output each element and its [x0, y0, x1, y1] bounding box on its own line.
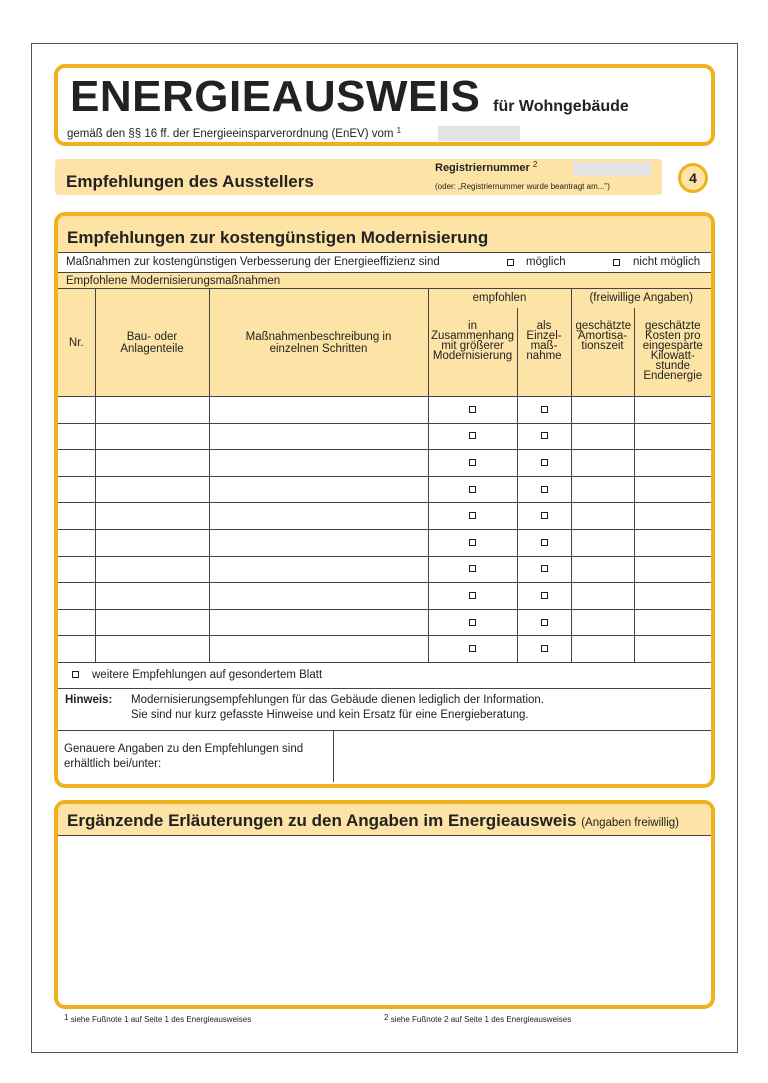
section-title: Empfehlungen des Ausstellers [66, 172, 314, 191]
table-row [58, 503, 711, 530]
registration-note: (oder: „Registriernummer wurde beantragt am...") [435, 182, 610, 191]
combined-checkbox-cell[interactable] [428, 583, 517, 610]
parts-cell[interactable] [95, 636, 209, 663]
possible-checkbox[interactable] [507, 259, 514, 266]
single-checkbox-cell[interactable] [517, 556, 571, 583]
cost-cell[interactable] [634, 397, 711, 424]
parts-cell[interactable] [95, 423, 209, 450]
combined-checkbox[interactable] [469, 592, 476, 599]
cost-cell[interactable] [634, 636, 711, 663]
table-row [58, 397, 711, 424]
group-optional-header: (freiwillige Angaben) [571, 289, 711, 308]
parts-cell[interactable] [95, 583, 209, 610]
cost-cell[interactable] [634, 476, 711, 503]
single-checkbox-cell[interactable] [517, 583, 571, 610]
table-row [58, 556, 711, 583]
details-divider [333, 731, 334, 782]
footnote-ref-2: 2 [532, 160, 538, 169]
note-label: Hinweis: [65, 694, 113, 706]
parts-cell[interactable] [95, 476, 209, 503]
header-box [54, 64, 715, 146]
amortisation-cell[interactable] [571, 609, 634, 636]
combined-checkbox-cell[interactable] [428, 397, 517, 424]
single-checkbox[interactable] [541, 565, 548, 572]
single-checkbox[interactable] [541, 619, 548, 626]
description-cell[interactable] [209, 450, 428, 477]
supplementary-text-area[interactable] [58, 836, 711, 1005]
description-cell[interactable] [209, 423, 428, 450]
title-main: ENERGIEAUSWEIS [70, 72, 481, 121]
cost-cell[interactable] [634, 423, 711, 450]
amortisation-cell[interactable] [571, 529, 634, 556]
combined-checkbox-cell[interactable] [428, 529, 517, 556]
table-row [58, 609, 711, 636]
nr-cell[interactable] [58, 423, 95, 450]
more-recommendations-checkbox[interactable] [72, 671, 79, 678]
amortisation-cell[interactable] [571, 397, 634, 424]
combined-checkbox[interactable] [469, 565, 476, 572]
single-checkbox-cell[interactable] [517, 450, 571, 477]
measures-table [58, 288, 711, 689]
more-recommendations-label: weitere Empfehlungen auf gesondertem Blatt [92, 669, 323, 682]
combined-checkbox[interactable] [469, 459, 476, 466]
supplementary-note: (Angaben freiwillig) [581, 817, 680, 829]
col-single-header: als Einzel-maß-nahme [517, 308, 571, 397]
note-line-1: Modernisierungsempfehlungen für das Gebäude dienen lediglich der Information. [131, 694, 544, 706]
single-checkbox[interactable] [541, 645, 548, 652]
single-checkbox[interactable] [541, 406, 548, 413]
note-block [58, 692, 711, 731]
details-input[interactable] [335, 733, 707, 780]
amortisation-cell[interactable] [571, 583, 634, 610]
combined-checkbox[interactable] [469, 645, 476, 652]
description-cell[interactable] [209, 609, 428, 636]
nr-cell[interactable] [58, 609, 95, 636]
combined-checkbox-cell[interactable] [428, 450, 517, 477]
note-line-2: Sie sind nur kurz gefasste Hinweise und kein Ersatz für eine Energieberatung. [131, 709, 529, 721]
table-row [58, 529, 711, 556]
footnote-2: 2 siehe Fußnote 2 auf Seite 1 des Energieausweises [384, 1013, 572, 1024]
not-possible-checkbox[interactable] [613, 259, 620, 266]
combined-checkbox-cell[interactable] [428, 503, 517, 530]
combined-checkbox[interactable] [469, 486, 476, 493]
nr-cell[interactable] [58, 636, 95, 663]
single-checkbox-cell[interactable] [517, 529, 571, 556]
measures-text: Maßnahmen zur kostengünstigen Verbesserung der Energieeffizienz sind [66, 256, 440, 268]
parts-cell[interactable] [95, 529, 209, 556]
details-label: Genauere Angaben zu den Empfehlungen sind erhältlich bei/unter: [64, 743, 304, 770]
description-cell[interactable] [209, 583, 428, 610]
group-recommended-header: empfohlen [428, 289, 571, 308]
parts-cell[interactable] [95, 450, 209, 477]
amortisation-cell[interactable] [571, 423, 634, 450]
nr-cell[interactable] [58, 450, 95, 477]
col-nr-header: Nr. [58, 289, 95, 397]
description-cell[interactable] [209, 397, 428, 424]
nr-cell[interactable] [58, 476, 95, 503]
document-subtitle: gemäß den §§ 16 ff. der Energieeinsparverordnung (EnEV) vom $^1$ [67, 126, 402, 140]
single-checkbox[interactable] [541, 539, 548, 546]
amortisation-cell[interactable] [571, 476, 634, 503]
modernisation-title: Empfehlungen zur kostengünstigen Modernisierung [67, 228, 489, 247]
combined-checkbox[interactable] [469, 432, 476, 439]
combined-checkbox-cell[interactable] [428, 636, 517, 663]
table-row [58, 450, 711, 477]
cost-cell[interactable] [634, 450, 711, 477]
measure-rows [58, 397, 711, 663]
col-cost-header: geschätzte Kosten pro eingesparte Kilowatt-stunde Endenergie [634, 308, 711, 397]
col-parts-header: Bau- oder Anlagenteile [95, 289, 209, 397]
parts-cell[interactable] [95, 609, 209, 636]
col-amortisation-header: geschätzte Amortisa-tionszeit [571, 308, 634, 397]
recommended-label: Empfohlene Modernisierungsmaßnahmen [66, 275, 281, 287]
measures-row [58, 252, 711, 273]
single-checkbox-cell[interactable] [517, 476, 571, 503]
supplementary-title: Ergänzende Erläuterungen zu den Angaben im Energieausweis (Angaben freiwillig) [67, 811, 680, 830]
nr-cell[interactable] [58, 529, 95, 556]
single-checkbox[interactable] [541, 459, 548, 466]
amortisation-cell[interactable] [571, 556, 634, 583]
amortisation-cell[interactable] [571, 636, 634, 663]
description-cell[interactable] [209, 529, 428, 556]
footnote-1: 1 siehe Fußnote 1 auf Seite 1 des Energieausweises [64, 1013, 252, 1024]
cost-cell[interactable] [634, 583, 711, 610]
document-title [70, 74, 629, 130]
registration-label: Registriernummer $^2$ [435, 160, 538, 174]
table-row [58, 636, 711, 663]
combined-checkbox-cell[interactable] [428, 609, 517, 636]
amortisation-cell[interactable] [571, 503, 634, 530]
description-cell[interactable] [209, 503, 428, 530]
single-checkbox[interactable] [541, 486, 548, 493]
possible-label: möglich [526, 256, 566, 268]
col-description-header: Maßnahmenbeschreibung in einzelnen Schritten [209, 289, 428, 397]
nr-cell[interactable] [58, 397, 95, 424]
amortisation-cell[interactable] [571, 450, 634, 477]
col-combined-header: in Zusammenhang mit größerer Modernisierung [428, 308, 517, 397]
table-row [58, 423, 711, 450]
combined-checkbox[interactable] [469, 539, 476, 546]
supplementary-box [54, 800, 715, 1009]
description-cell[interactable] [209, 636, 428, 663]
single-checkbox-cell[interactable] [517, 423, 571, 450]
combined-checkbox-cell[interactable] [428, 556, 517, 583]
single-checkbox-cell[interactable] [517, 636, 571, 663]
single-checkbox[interactable] [541, 512, 548, 519]
cost-cell[interactable] [634, 503, 711, 530]
registration-number-field[interactable] [573, 162, 651, 176]
single-checkbox[interactable] [541, 592, 548, 599]
description-cell[interactable] [209, 556, 428, 583]
parts-cell[interactable] [95, 397, 209, 424]
nr-cell[interactable] [58, 583, 95, 610]
combined-checkbox[interactable] [469, 512, 476, 519]
table-row [58, 583, 711, 610]
single-checkbox-cell[interactable] [517, 397, 571, 424]
single-checkbox-cell[interactable] [517, 503, 571, 530]
parts-cell[interactable] [95, 556, 209, 583]
parts-cell[interactable] [95, 503, 209, 530]
combined-checkbox-cell[interactable] [428, 423, 517, 450]
more-recommendations-row [58, 662, 711, 688]
combined-checkbox[interactable] [469, 406, 476, 413]
combined-checkbox[interactable] [469, 619, 476, 626]
date-field[interactable] [438, 126, 520, 141]
nr-cell[interactable] [58, 503, 95, 530]
footnote-ref-1: 1 [396, 126, 402, 135]
cost-cell[interactable] [634, 529, 711, 556]
description-cell[interactable] [209, 476, 428, 503]
title-suffix: für Wohngebäude [493, 98, 629, 115]
cost-cell[interactable] [634, 556, 711, 583]
not-possible-label: nicht möglich [633, 256, 701, 268]
cost-cell[interactable] [634, 609, 711, 636]
page-number-badge: 4 [678, 163, 708, 193]
table-row [58, 476, 711, 503]
nr-cell[interactable] [58, 556, 95, 583]
single-checkbox[interactable] [541, 432, 548, 439]
combined-checkbox-cell[interactable] [428, 476, 517, 503]
single-checkbox-cell[interactable] [517, 609, 571, 636]
